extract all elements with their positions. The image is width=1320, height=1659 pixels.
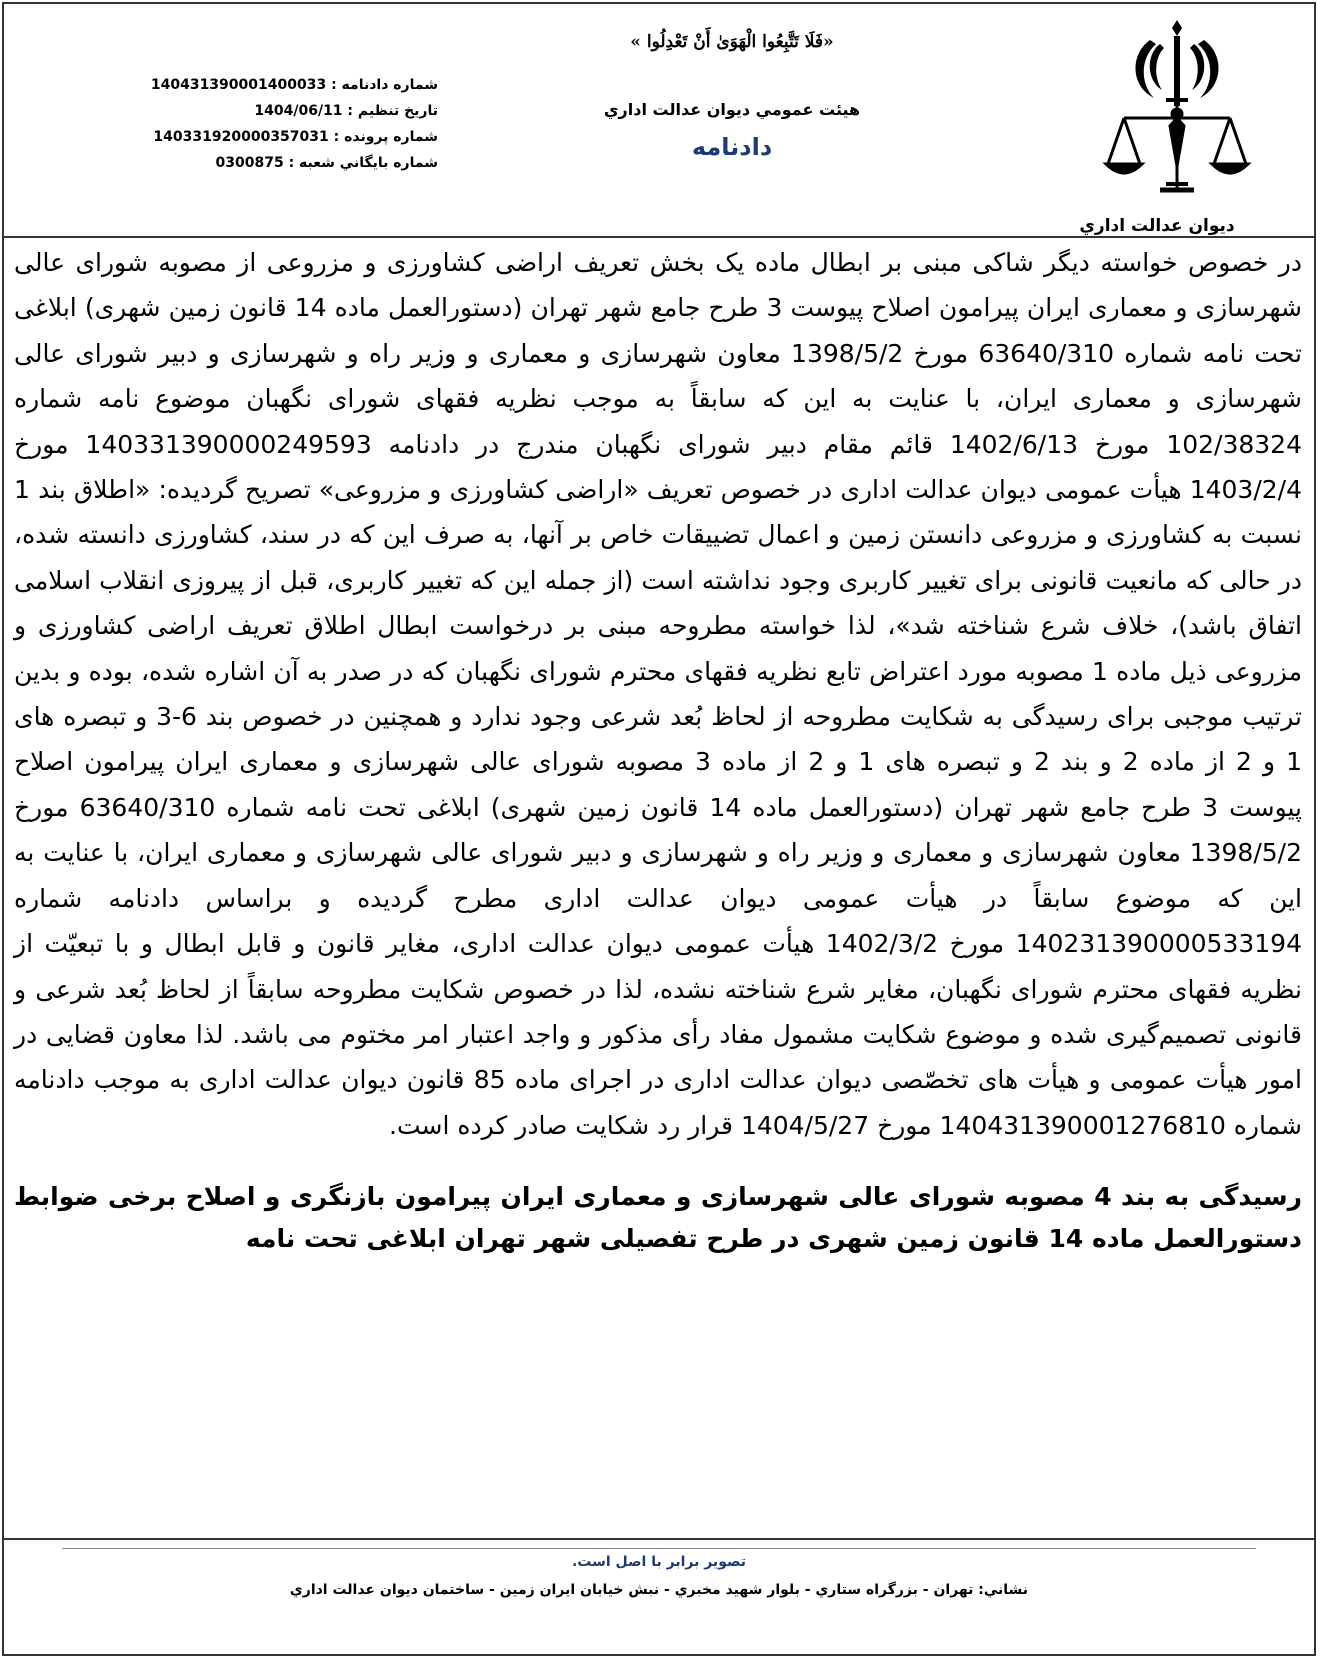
document-header <box>2 2 1316 238</box>
meta-verdict-number <box>98 72 438 98</box>
council-name: هيئت عمومي ديوان عدالت اداري <box>603 100 861 119</box>
scales-of-justice-emblem-icon <box>1102 14 1252 204</box>
document-footer <box>2 1538 1316 1656</box>
header-center <box>522 32 942 161</box>
footer-divider <box>62 1548 1256 1549</box>
quran-verse: «فَلَا تَتَّبِعُوا الْهَوَىٰ أَنْ تَعْدِلُوا » <box>630 32 834 52</box>
meta-label: شماره بايگاني شعبه : <box>288 155 438 171</box>
document-title: دادنامه <box>691 133 773 161</box>
meta-value: 1404/06/11 <box>254 103 343 119</box>
verdict-paragraph: در خصوص خواسته دیگر شاکی مبنی بر ابطال ماده یک بخش تعریف اراضی کشاورزی و مزروعی از مصوبه شورای عالی شهرسازی و معماری ایران پیرامون اصلاح پیوست 3 طرح جامع شهر تهران (دستورالعمل ماده 14 قانون زمین شهری) ابلاغی تحت نامه شماره 63640/310 مورخ 1398/5/2 معاون شهرسازی و معماری و وزیر راه و شهرسازی و دبیر شورای عالی شهرسازی و معماری ایران، با عنایت به این که سابقاً به موجب نظریه فقهای شورای نگهبان موضوع نامه شماره 102/38324 مورخ 1402/6/13 قائم مقام دبیر شورای نگهبان مندرج در دادنامه 140331390000249593 مورخ 1403/2/4 هیأت عمومی دیوان عدالت اداری در خصوص تعریف «اراضی کشاورزی و مزروعی» تصریح گردیده: «اطلاق بند 1 نسبت به کشاورزی و مزروعی دانستن زمین و اعمال تضییقات خاص بر آنها، به صرف این که در سند، کشاورزی دانسته شده، در حالی که مانعیت قانونی برای تغییر کاربری وجود نداشته است (از جمله این که تغییر کاربری، قبل از پیروزی انقلاب اسلامی اتفاق باشد)، خلاف شرع شناخته شد»، لذا خواسته مطروحه مبنی بر درخواست ابطال اطلاق تعریف اراضی کشاورزی و مزروعی ذیل ماده 1 مصوبه مورد اعتراض تابع نظریه فقهای محترم شورای نگهبان که در صدر به آن اشاره شده، بوده و بدین ترتیب موجبی برای رسیدگی به شکایت مطروحه از لحاظ بُعد شرعی وجود ندارد و همچنین در خصوص بند 6-3 و تبصره های 1 و 2 از ماده 2 و بند 2 و تبصره های 1 و 2 از ماده 3 مصوبه شورای عالی شهرسازی و معماری ایران پیرامون اصلاح پیوست 3 طرح جامع شهر تهران (دستورالعمل ماده 14 قانون زمین شهری) ابلاغی تحت نامه شماره 63640/310 مورخ 1398/5/2 معاون شهرسازی و معماری و وزیر راه و شهرسازی و دبیر شورای عالی شهرسازی و معماری ایران، با عنایت به این که موضوع سابقاً در هیأت عمومی دیوان عدالت اداری مطرح گردیده و براساس دادنامه شماره 140231390000533194 مورخ 1402/3/2 هیأت عمومی دیوان عدالت اداری، مغایر قانون و قابل ابطال و با تبعیّت از نظریه فقهای محترم شورای نگهبان، مغایر شرع شناخته نشده، لذا در خصوص شکایت مطروحه سابقاً از لحاظ بُعد شرعی و قانونی تصمیم‌گیری شده و موضوع شکایت مشمول مفاد رأی مذکور و واجد اعتبار امر مختوم می باشد. لذا معاون قضایی در امور هیأت عمومی و هیأت های تخصّصی دیوان عدالت اداری در اجرای ماده 85 قانون دیوان عدالت اداری به موجب دادنامه شماره 140431390001276810 مورخ 1404/5/27 قرار رد شکایت صادر کرده است. <box>14 248 1303 1140</box>
court-address: نشاني: تهران - بزرگراه ستاري - بلوار شهيد مخبري - نبش خيابان ايران زمين - ساختمان ديوان عدالت اداري <box>289 1582 1029 1598</box>
section-heading: رسیدگی به بند 4 مصوبه شورای عالی شهرسازی و معماری ایران پیرامون بازنگری و اصلاح برخی ضوابط دستورالعمل ماده 14 قانون زمین شهری در طرح تفصیلی شهر تهران ابلاغی تحت نامه <box>14 1182 1302 1254</box>
meta-value: 0300875 <box>215 155 284 171</box>
meta-issue-date <box>98 98 438 124</box>
meta-label: شماره پرونده : <box>333 129 438 145</box>
meta-label: تاريخ تنظيم : <box>347 103 438 119</box>
document-meta <box>98 72 438 176</box>
emblem-caption: ديوان عدالت اداري <box>1079 216 1235 236</box>
meta-case-number <box>98 124 438 150</box>
meta-value: 140431390001400033 <box>150 77 327 93</box>
document-body <box>14 240 1302 1260</box>
emblem-block <box>1062 10 1292 238</box>
meta-value: 140331920000357031 <box>153 129 329 145</box>
meta-archive-number <box>98 150 438 176</box>
meta-label: شماره دادنامه : <box>331 77 438 93</box>
certified-copy-note: تصوير برابر با اصل است. <box>571 1554 747 1570</box>
